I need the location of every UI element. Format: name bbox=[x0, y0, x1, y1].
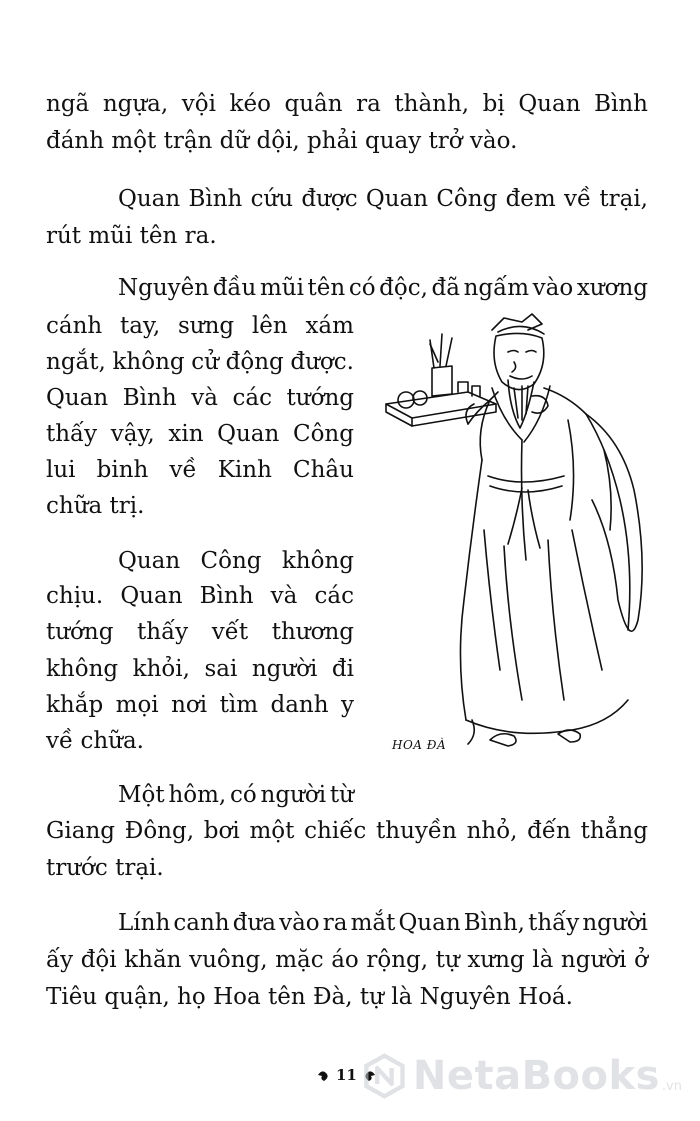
ornament-left-icon bbox=[316, 1067, 332, 1083]
page-number-text: 11 bbox=[336, 1066, 357, 1084]
text-line: chịu. Quan Bình và các bbox=[46, 583, 354, 609]
text-line: Quan Công không bbox=[118, 548, 354, 574]
text-line: ấy đội khăn vuông, mặc áo rộng, tự xưng là người ở bbox=[46, 947, 648, 973]
text-line: ngã ngựa, vội kéo quân ra thành, bị Quan Bình bbox=[46, 91, 648, 117]
text-line: về chữa. bbox=[46, 728, 144, 754]
text-line: Giang Đông, bơi một chiếc thuyền nhỏ, đến thẳng bbox=[46, 818, 648, 844]
text-line: Tiêu quận, họ Hoa tên Đà, tự là Nguyên Hoá. bbox=[46, 984, 573, 1010]
text-line: cánh tay, sưng lên xám bbox=[46, 313, 354, 339]
netabooks-logo-icon bbox=[362, 1045, 407, 1107]
watermark-suffix: .vn bbox=[661, 1079, 682, 1094]
text-line: thấy vậy, xin Quan Công bbox=[46, 421, 354, 447]
text-line: không khỏi, sai người đi bbox=[46, 656, 354, 682]
text-line: Quan Bình cứu được Quan Công đem về trại, bbox=[118, 186, 648, 212]
illustration-caption: HOA ĐÀ bbox=[392, 738, 447, 752]
text-line: tướng thấy vết thương bbox=[46, 619, 354, 645]
text-line: ngắt, không cử động được. bbox=[46, 349, 354, 375]
text-line: chữa trị. bbox=[46, 493, 145, 519]
text-line: lui binh về Kinh Châu bbox=[46, 457, 354, 483]
text-line: đánh một trận dữ dội, phải quay trở vào. bbox=[46, 128, 518, 154]
watermark-brand: NetaBooks bbox=[412, 1053, 660, 1099]
text-line: Quan Bình và các tướng bbox=[46, 385, 354, 411]
text-line: khắp mọi nơi tìm danh y bbox=[46, 692, 354, 718]
text-line: trước trại. bbox=[46, 855, 164, 881]
text-line: Nguyên đầu mũi tên có độc, đã ngấm vào xương bbox=[118, 275, 648, 301]
text-line: Một hôm, có người từ bbox=[118, 782, 354, 808]
text-line: Lính canh đưa vào ra mắt Quan Bình, thấy người bbox=[118, 910, 648, 936]
text-line: rút mũi tên ra. bbox=[46, 223, 217, 249]
hoa-da-illustration bbox=[372, 300, 662, 770]
netabooks-watermark bbox=[362, 1036, 682, 1116]
